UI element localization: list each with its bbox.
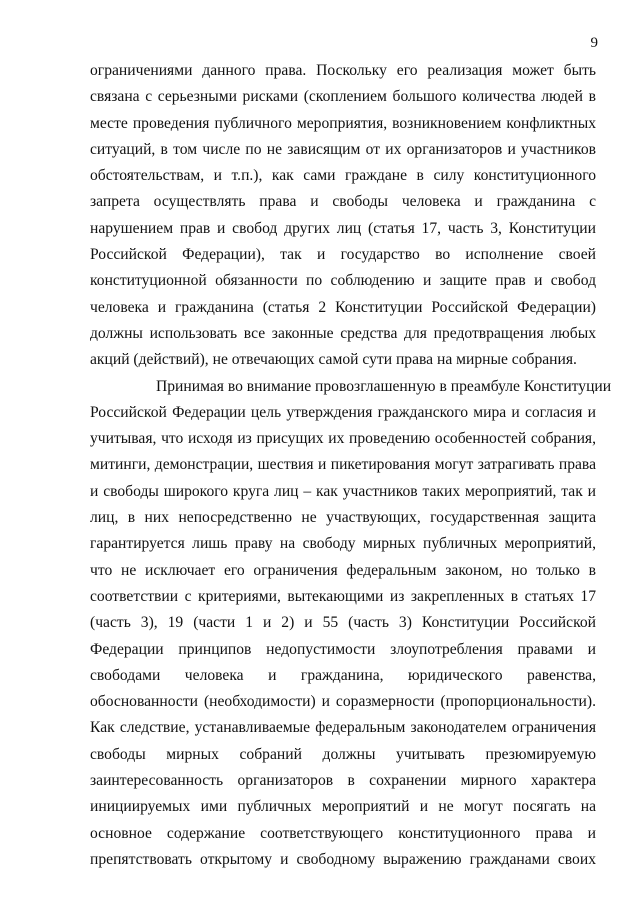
text-line: гарантируется лишь праву на свободу мирных публичных мероприятий, [90,535,596,553]
text-line: (часть 3), 19 (части 1 и 2) и 55 (часть 3) Конституции Российской [90,614,596,632]
text-line: ограничениями данного права. Поскольку его реализация может быть [90,62,596,79]
paragraph-2 [90,374,612,874]
text-line: Российской Федерации), так и государство во исполнение своей [90,246,596,264]
text-line: инициируемых ими публичных мероприятий и не могут посягать на [90,798,596,816]
paragraph-1 [90,58,596,374]
text-line: заинтересованность организаторов в сохранении мирного характера [90,772,596,790]
text-line: Федерации принципов недопустимости злоупотребления правами и [90,640,596,658]
text-line: основное содержание соответствующего конституционного права и [90,824,596,842]
text-line: месте проведения публичного мероприятия, возникновением конфликтных [90,114,596,132]
text-line: ситуаций, в том числе по не зависящим от их организаторов и участников [90,140,596,158]
text-line: связана с серьезными рисками (скоплением большого количества людей в [90,88,596,106]
text-line: митинги, демонстрации, шествия и пикетирования могут затрагивать права [90,456,596,474]
text-line: акций (действий), не отвечающих самой сути права на мирные собрания. [90,351,577,369]
text-line: учитывая, что исходя из присущих их проведению особенностей собрания, [90,430,596,448]
text-line: нарушением прав и свобод других лиц (статья 17, часть 3, Конституции [90,219,596,237]
text-line: лиц, в них непосредственно не участвующих, государственная защита [90,509,596,527]
text-line: обстоятельствам, и т.п.), как сами граждане в силу конституционного [90,167,596,185]
text-line: должны использовать все законные средства для предотвращения любых [90,324,596,342]
text-line: свободами человека и гражданина, юридического равенства, [90,666,596,684]
text-line: Как следствие, устанавливаемые федеральным законодателем ограничения [90,719,596,737]
text-line: и свободы широкого круга лиц – как участников таких мероприятий, так и [90,482,596,500]
text-line: Принимая во внимание провозглашенную в преамбуле Конституции [156,377,612,395]
text-line: запрета осуществлять права и свободы человека и гражданина с [90,193,596,211]
text-line: препятствовать открытому и свободному выражению гражданами своих [90,850,596,868]
text-line: конституционной обязанности по соблюдению и защите прав и свобод [90,272,596,290]
text-line: что не исключает его ограничения федеральным законом, но только в [90,561,596,579]
text-line: Российской Федерации цель утверждения гражданского мира и согласия и [90,403,596,421]
page-number: 9 [590,35,598,51]
document-body [90,58,612,873]
text-line: обоснованности (необходимости) и соразмерности (пропорциональности). [90,693,596,711]
text-line: свободы мирных собраний должны учитывать презюмируемую [90,745,596,763]
text-line: соответствии с критериями, вытекающими из закрепленных в статьях 17 [90,587,596,605]
text-line: человека и гражданина (статья 2 Конституции Российской Федерации) [90,298,596,316]
